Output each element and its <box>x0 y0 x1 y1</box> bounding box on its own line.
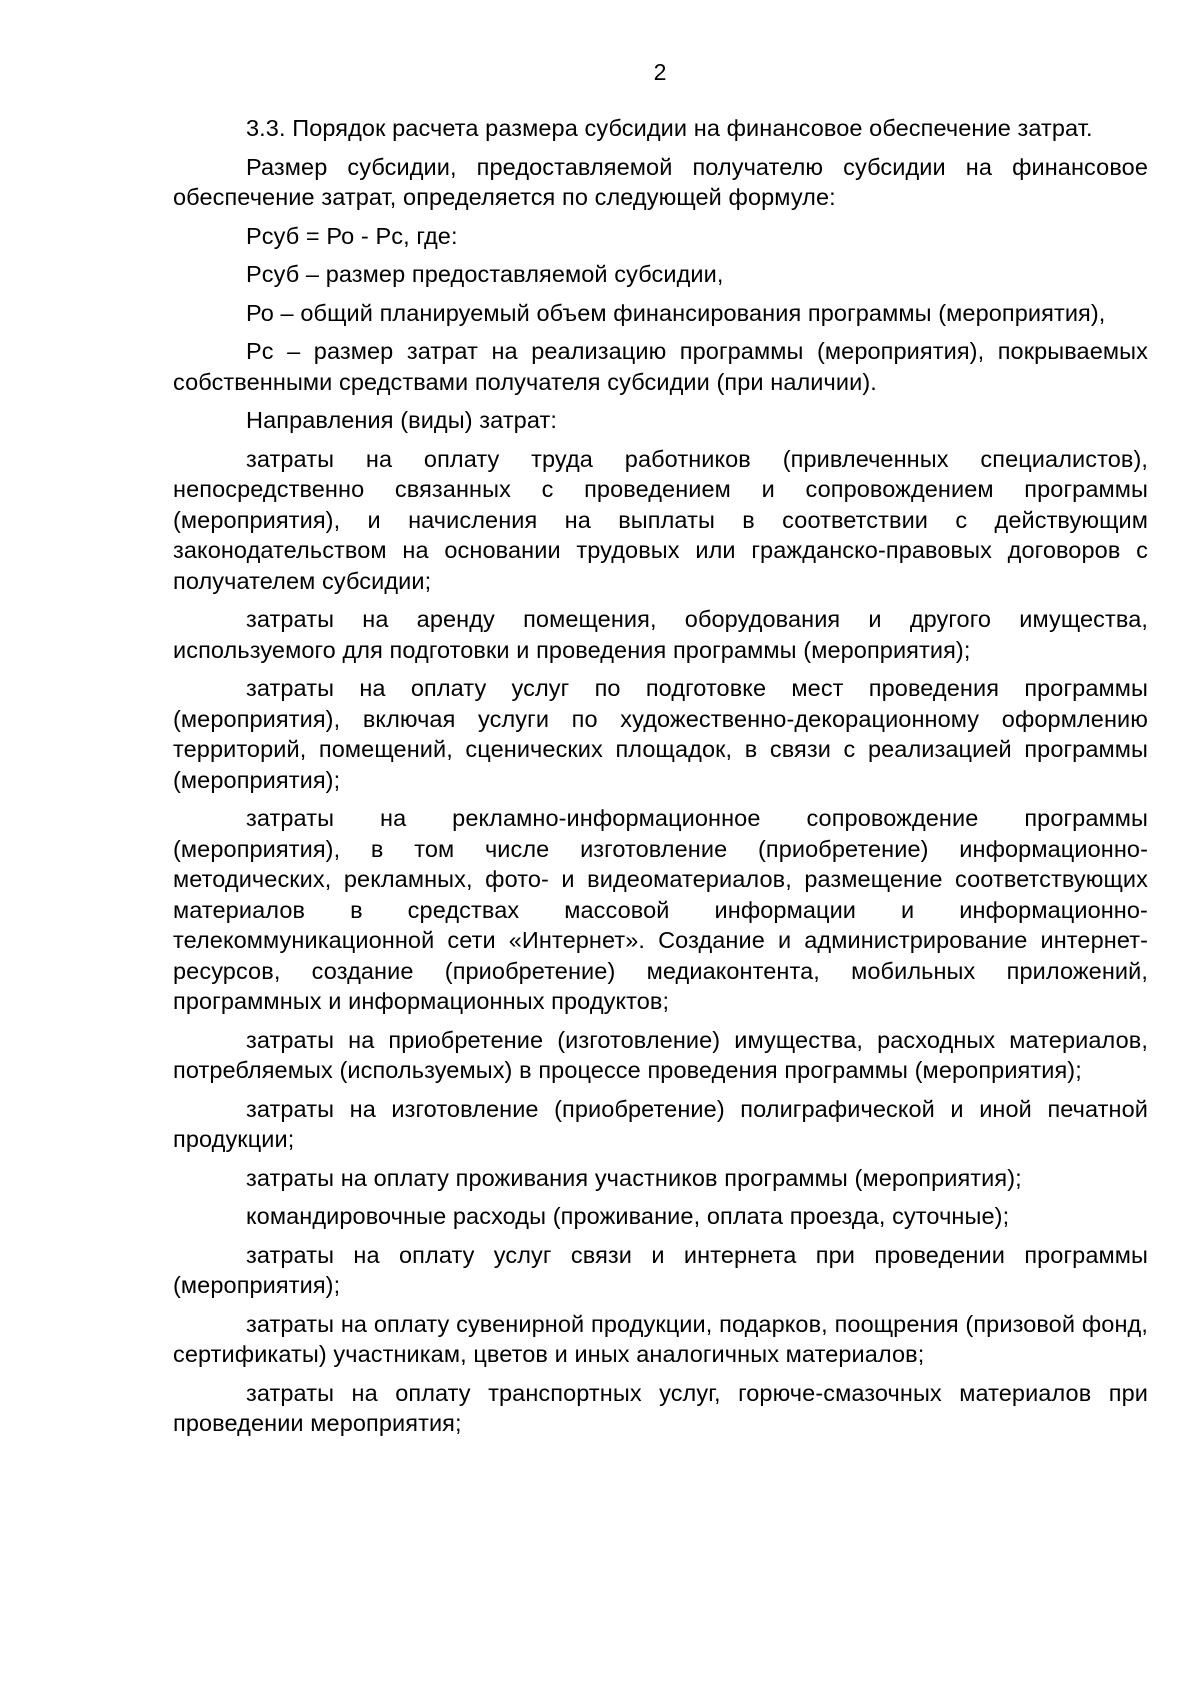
section-heading-3-3: 3.3. Порядок расчета размера субсидии на финансовое обеспечение затрат. <box>246 115 1093 141</box>
cost-item-transport: затраты на оплату транспортных услуг, горюче-смазочных материалов при проведении мероприятия; <box>173 1379 1148 1436</box>
cost-item-souvenirs: затраты на оплату сувенирной продукции, подарков, поощрения (призовой фонд, сертификаты) участникам, цветов и иных аналогичных материалов; <box>173 1310 1148 1367</box>
cost-item-travel: командировочные расходы (проживание, оплата проезда, суточные); <box>246 1203 1010 1229</box>
cost-item-materials: затраты на приобретение (изготовление) имущества, расходных материалов, потребляемых (используемых) в процессе проведения программы (мероприятия); <box>173 1026 1148 1083</box>
cost-item-labor: затраты на оплату труда работников (привлеченных специалистов), непосредственно связанных с проведением и сопровождением программы (мероприятия), и начисления на выплаты в соответствии с действующим законодательством на основании трудовых или гражданско-правовых договоров с получателем субсидии; <box>173 445 1148 594</box>
cost-item-communications: затраты на оплату услуг связи и интернета при проведении программы (мероприятия); <box>173 1241 1148 1298</box>
formula: Рсуб = Ро - Рс, где: <box>246 222 458 249</box>
formula-definition-rs: Рс – размер затрат на реализацию программы (мероприятия), покрываемых собственными средствами получателя субсидии (при наличии). <box>173 338 1148 395</box>
cost-item-printing: затраты на изготовление (приобретение) полиграфической и иной печатной продукции; <box>173 1095 1148 1152</box>
formula-definition-ro: Ро – общий планируемый объем финансирования программы (мероприятия), <box>246 299 1106 326</box>
cost-item-accommodation: затраты на оплату проживания участников программы (мероприятия); <box>246 1164 1022 1191</box>
page-number: 2 <box>653 59 667 85</box>
formula-definition-rsub: Рсуб – размер предоставляемой субсидии, <box>246 261 724 287</box>
cost-directions-heading: Направления (виды) затрат: <box>246 407 557 433</box>
document-body <box>173 113 1148 1447</box>
cost-item-advertising: затраты на рекламно-информационное сопровождение программы (мероприятия), в том числе изготовление (приобретение) информационно-методических, рекламных, фото- и видеоматериалов, размещение соответствующих материалов в средствах массовой информации и информационно-телекоммуникационной сети «Интернет». Создание и администрирование интернет-ресурсов, создание (приобретение) медиаконтента, мобильных приложений, программных и информационных продуктов; <box>173 805 1148 1014</box>
paragraph-subsidy-size: Размер субсидии, предоставляемой получателю субсидии на финансовое обеспечение затрат, определяется по следующей формуле: <box>173 153 1148 210</box>
cost-item-venue-preparation: затраты на оплату услуг по подготовке мест проведения программы (мероприятия), включая услуги по художественно-декорационному оформлению территорий, помещений, сценических площадок, в связи с реализацией программы (мероприятия); <box>173 675 1148 793</box>
cost-item-rent: затраты на аренду помещения, оборудования и другого имущества, используемого для подготовки и проведения программы (мероприятия); <box>173 606 1148 663</box>
